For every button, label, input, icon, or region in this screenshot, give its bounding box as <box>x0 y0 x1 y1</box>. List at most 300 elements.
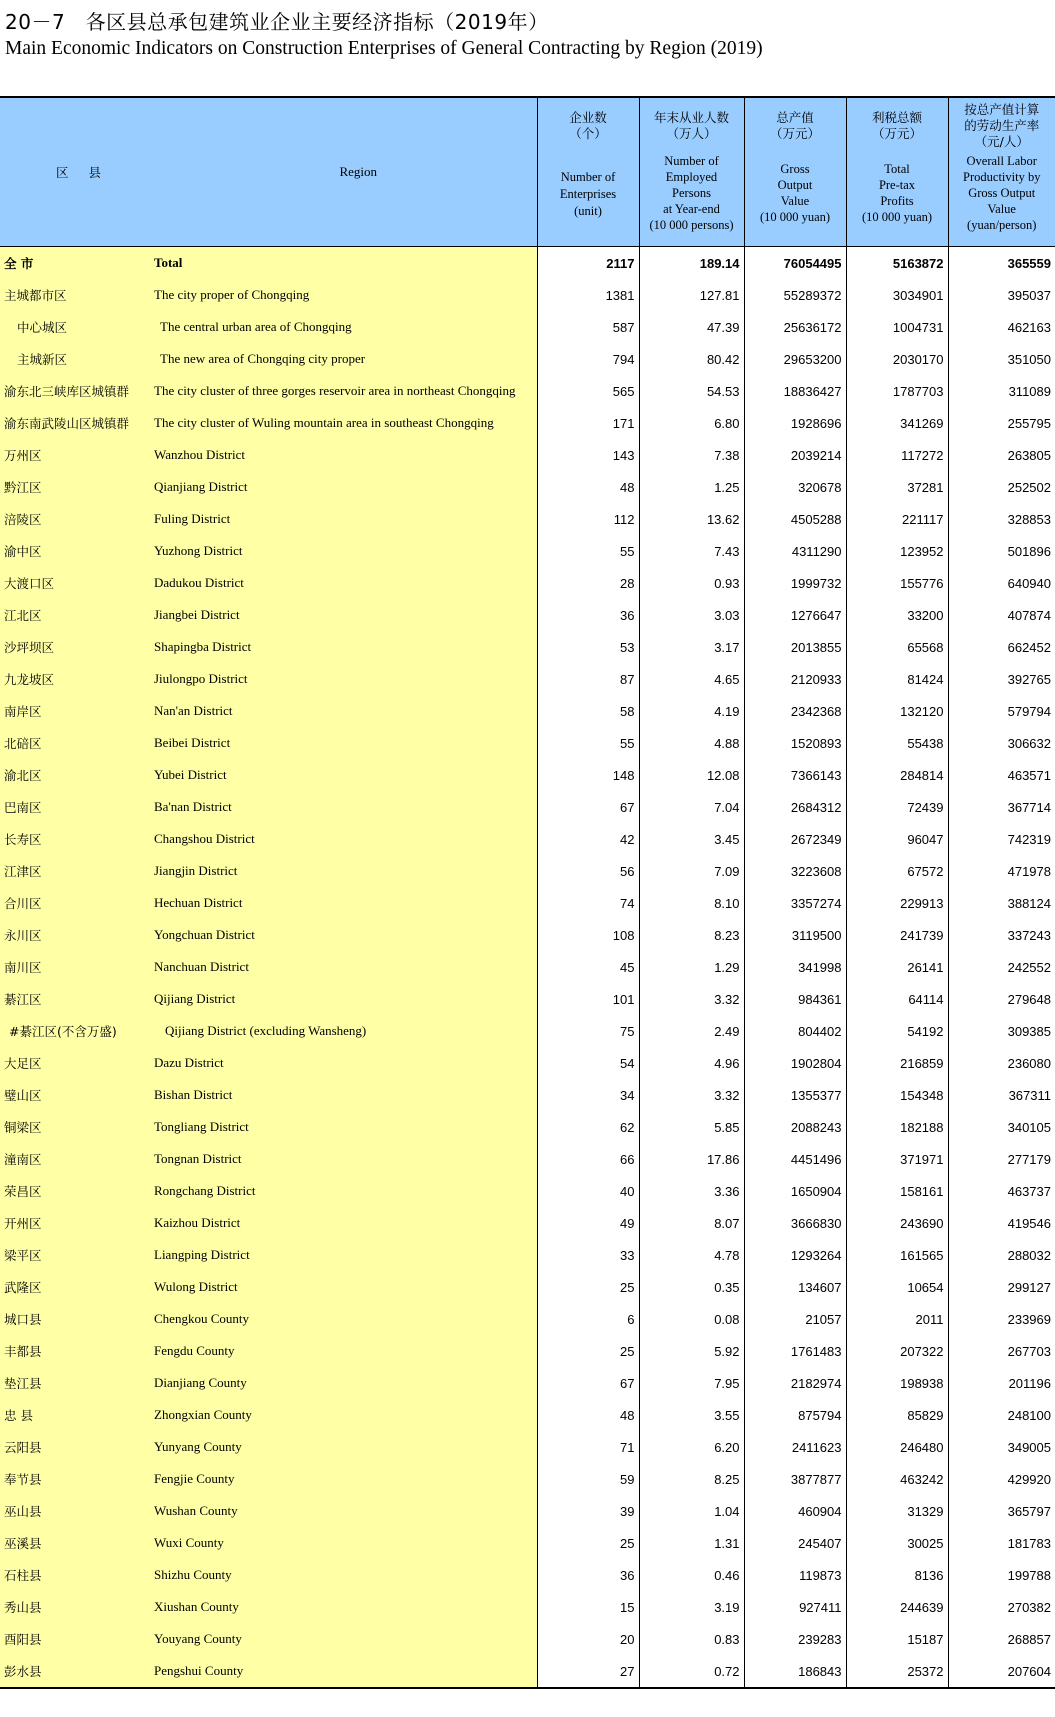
table-row <box>0 407 1055 439</box>
region-name-en: The city cluster of three gorges reservoir area in northeast Chongqing <box>150 375 537 407</box>
region-name-cn: 北碚区 <box>0 727 150 759</box>
region-name-cn: 南川区 <box>0 951 150 983</box>
productivity-cell: 579794 <box>1007 703 1051 719</box>
region-name-cn: 梁平区 <box>0 1239 150 1271</box>
header-label-en: (10 000 persons) <box>649 218 734 232</box>
employed-cell: 0.72 <box>639 1655 744 1688</box>
productivity-cell: 306632 <box>1007 735 1051 751</box>
productivity-cell: 462163 <box>1007 319 1051 335</box>
gross-output-cell: 1902804 <box>744 1047 846 1079</box>
employed-cell: 3.55 <box>639 1399 744 1431</box>
region-name-en: Wuxi County <box>150 1527 537 1559</box>
profits-cell: 243690 <box>846 1207 948 1239</box>
gross-output-cell: 341998 <box>744 951 846 983</box>
table-row <box>0 503 1055 535</box>
table-row <box>0 791 1055 823</box>
enterprises-cell: 56 <box>537 855 639 887</box>
header-cell-box <box>847 98 948 246</box>
employed-cell: 8.23 <box>639 919 744 951</box>
header-label-en: Pre-tax <box>878 178 916 192</box>
region-name-en: The city cluster of Wuling mountain area in southeast Chongqing <box>150 407 537 439</box>
enterprises-cell: 55 <box>537 727 639 759</box>
profits-cell: 31329 <box>846 1495 948 1527</box>
gross-output-cell: 4505288 <box>744 503 846 535</box>
page-title-cn: 20－7 各区县总承包建筑业企业主要经济指标（2019年） <box>5 10 549 34</box>
table-row <box>0 1079 1055 1111</box>
header-label-en: Value <box>780 194 810 208</box>
enterprises-cell: 48 <box>537 1399 639 1431</box>
employed-cell: 12.08 <box>639 759 744 791</box>
header-label-en: Profits <box>880 194 914 208</box>
region-name-en: Qianjiang District <box>150 471 537 503</box>
enterprises-cell: 148 <box>537 759 639 791</box>
employed-cell: 189.14 <box>639 247 744 280</box>
profits-cell: 341269 <box>846 407 948 439</box>
region-name-en: Jiulongpo District <box>150 663 537 695</box>
enterprises-cell: 59 <box>537 1463 639 1495</box>
region-name-cn: 彭水县 <box>0 1655 150 1688</box>
employed-cell: 7.43 <box>639 535 744 567</box>
enterprises-cell: 33 <box>537 1239 639 1271</box>
enterprises-cell: 171 <box>537 407 639 439</box>
profits-cell: 132120 <box>846 695 948 727</box>
productivity-cell: 367714 <box>1007 799 1051 815</box>
region-name-cn: 长寿区 <box>0 823 150 855</box>
productivity-cell: 311089 <box>1008 383 1051 399</box>
employed-cell: 7.38 <box>639 439 744 471</box>
header-label-en: (yuan/person) <box>967 218 1037 232</box>
region-name-cn: 江北区 <box>0 599 150 631</box>
employed-cell: 3.17 <box>639 631 744 663</box>
region-name-en: Jiangjin District <box>150 855 537 887</box>
profits-cell: 198938 <box>846 1367 948 1399</box>
employed-cell: 0.08 <box>639 1303 744 1335</box>
enterprises-cell: 36 <box>537 1559 639 1591</box>
region-name-en: Hechuan District <box>150 887 537 919</box>
gross-output-cell: 804402 <box>744 1015 846 1047</box>
gross-output-cell: 76054495 <box>744 247 846 280</box>
region-name-cn: 荣昌区 <box>0 1175 150 1207</box>
table-row <box>0 631 1055 663</box>
productivity-cell: 242552 <box>1007 959 1051 975</box>
productivity-cell: 199788 <box>1007 1567 1051 1583</box>
table-row <box>0 1399 1055 1431</box>
profits-cell: 72439 <box>846 791 948 823</box>
header-label-cn: 年末从业人数 <box>653 110 729 125</box>
gross-output-cell: 18836427 <box>744 375 846 407</box>
region-name-cn: #綦江区(不含万盛) <box>0 1015 150 1047</box>
header-label-cn: 企业数 <box>569 110 607 125</box>
header-label-en: Value <box>987 202 1016 216</box>
indicators-table <box>0 96 1055 1689</box>
employed-cell: 3.36 <box>639 1175 744 1207</box>
header-label-en: Enterprises <box>559 187 617 201</box>
profits-cell: 161565 <box>846 1239 948 1271</box>
enterprises-cell: 20 <box>537 1623 639 1655</box>
productivity-cell: 640940 <box>1007 575 1051 591</box>
enterprises-cell: 67 <box>537 1367 639 1399</box>
enterprises-cell: 28 <box>537 567 639 599</box>
table-row <box>0 471 1055 503</box>
enterprises-cell: 58 <box>537 695 639 727</box>
region-name-en: The central urban area of Chongqing <box>150 311 537 343</box>
table-row <box>0 1111 1055 1143</box>
employed-cell: 6.20 <box>639 1431 744 1463</box>
employed-cell: 2.49 <box>639 1015 744 1047</box>
enterprises-cell: 2117 <box>537 247 639 280</box>
enterprises-cell: 565 <box>537 375 639 407</box>
region-name-cn: 沙坪坝区 <box>0 631 150 663</box>
region-name-en: Yuzhong District <box>150 535 537 567</box>
region-name-cn: 万州区 <box>0 439 150 471</box>
employed-cell: 17.86 <box>639 1143 744 1175</box>
region-name-en: Total <box>150 247 537 280</box>
productivity-cell: 181783 <box>1007 1535 1051 1551</box>
profits-cell: 10654 <box>846 1271 948 1303</box>
gross-output-cell: 3877877 <box>744 1463 846 1495</box>
header-label-en: (10 000 yuan) <box>861 210 933 224</box>
enterprises-cell: 55 <box>537 535 639 567</box>
region-name-en: Tongnan District <box>150 1143 537 1175</box>
productivity-cell: 471978 <box>1007 863 1051 879</box>
employed-cell: 7.04 <box>639 791 744 823</box>
gross-output-cell: 4451496 <box>744 1143 846 1175</box>
table-row <box>0 983 1055 1015</box>
enterprises-cell: 74 <box>537 887 639 919</box>
region-name-cn: 江津区 <box>0 855 150 887</box>
employed-cell: 0.93 <box>639 567 744 599</box>
region-name-cn: 垫江县 <box>0 1367 150 1399</box>
table-row <box>0 1591 1055 1623</box>
table-row <box>0 823 1055 855</box>
enterprises-cell: 25 <box>537 1271 639 1303</box>
region-name-en: Qijiang District <box>150 983 537 1015</box>
header-col <box>948 97 1055 247</box>
productivity-cell: 742319 <box>1007 831 1051 847</box>
region-name-cn: 云阳县 <box>0 1431 150 1463</box>
table-row <box>0 375 1055 407</box>
region-name-cn: 涪陵区 <box>0 503 150 535</box>
page-title-en: Main Economic Indicators on Construction Enterprises of General Contracting by Region (2019) <box>5 38 763 59</box>
profits-cell: 3034901 <box>846 279 948 311</box>
region-name-cn: 渝东北三峡库区城镇群 <box>0 375 150 407</box>
region-name-cn: 潼南区 <box>0 1143 150 1175</box>
header-label-en: Number of <box>664 154 719 168</box>
gross-output-cell: 460904 <box>744 1495 846 1527</box>
table-row <box>0 1015 1055 1047</box>
gross-output-cell: 29653200 <box>744 343 846 375</box>
productivity-cell: 233969 <box>1007 1311 1051 1327</box>
employed-cell: 4.88 <box>639 727 744 759</box>
productivity-cell: 268857 <box>1007 1631 1051 1647</box>
enterprises-cell: 71 <box>537 1431 639 1463</box>
employed-cell: 0.35 <box>639 1271 744 1303</box>
profits-cell: 2011 <box>846 1303 948 1335</box>
gross-output-cell: 2684312 <box>744 791 846 823</box>
profits-cell: 54192 <box>846 1015 948 1047</box>
employed-cell: 4.96 <box>639 1047 744 1079</box>
productivity-cell: 201196 <box>1008 1375 1051 1391</box>
region-name-cn: 渝东南武陵山区城镇群 <box>0 407 150 439</box>
region-name-cn: 秀山县 <box>0 1591 150 1623</box>
table-row <box>0 1431 1055 1463</box>
header-label-en: Employed <box>665 170 718 184</box>
enterprises-cell: 66 <box>537 1143 639 1175</box>
enterprises-cell: 112 <box>537 503 639 535</box>
region-name-cn: 中心城区 <box>0 311 150 343</box>
region-name-en: Xiushan County <box>150 1591 537 1623</box>
header-region-en: Region <box>150 97 537 247</box>
region-name-cn: 城口县 <box>0 1303 150 1335</box>
employed-cell: 4.65 <box>639 663 744 695</box>
header-col <box>846 97 948 247</box>
table-row <box>0 951 1055 983</box>
gross-output-cell: 1276647 <box>744 599 846 631</box>
productivity-cell: 501896 <box>1007 543 1051 559</box>
profits-cell: 207322 <box>846 1335 948 1367</box>
header-label-en: Persons <box>672 186 711 200</box>
profits-cell: 246480 <box>846 1431 948 1463</box>
region-name-cn: 黔江区 <box>0 471 150 503</box>
enterprises-cell: 108 <box>537 919 639 951</box>
enterprises-cell: 45 <box>537 951 639 983</box>
gross-output-cell: 119873 <box>744 1559 846 1591</box>
region-name-en: Wushan County <box>150 1495 537 1527</box>
profits-cell: 65568 <box>846 631 948 663</box>
productivity-cell: 419546 <box>1007 1215 1051 1231</box>
region-name-cn: 主城新区 <box>0 343 150 375</box>
region-name-en: Dazu District <box>150 1047 537 1079</box>
region-name-cn: 大足区 <box>0 1047 150 1079</box>
region-name-en: Shapingba District <box>150 631 537 663</box>
header-col <box>639 97 744 247</box>
productivity-cell: 248100 <box>1007 1407 1051 1423</box>
enterprises-cell: 1381 <box>537 279 639 311</box>
header-label-en: Output <box>777 178 813 192</box>
table-row <box>0 343 1055 375</box>
region-name-cn: 渝北区 <box>0 759 150 791</box>
header-label-cn: （万元） <box>769 126 820 141</box>
table-row <box>0 567 1055 599</box>
region-name-cn: 巴南区 <box>0 791 150 823</box>
region-name-cn: 大渡口区 <box>0 567 150 599</box>
region-name-cn: 奉节县 <box>0 1463 150 1495</box>
table-row <box>0 1175 1055 1207</box>
employed-cell: 1.29 <box>639 951 744 983</box>
enterprises-cell: 25 <box>537 1335 639 1367</box>
employed-cell: 54.53 <box>639 375 744 407</box>
region-name-en: Ba'nan District <box>150 791 537 823</box>
region-name-en: Beibei District <box>150 727 537 759</box>
employed-cell: 0.83 <box>639 1623 744 1655</box>
region-name-cn: 南岸区 <box>0 695 150 727</box>
profits-cell: 284814 <box>846 759 948 791</box>
header-label-en: (unit) <box>574 204 602 218</box>
gross-output-cell: 1293264 <box>744 1239 846 1271</box>
table-header-row <box>0 97 1055 247</box>
header-cell-box <box>745 98 846 246</box>
enterprises-cell: 67 <box>537 791 639 823</box>
table-row <box>0 1143 1055 1175</box>
region-name-en: Kaizhou District <box>150 1207 537 1239</box>
header-cell-box <box>640 98 744 246</box>
table-row <box>0 1655 1055 1688</box>
enterprises-cell: 75 <box>537 1015 639 1047</box>
header-region-cn: 区 县 <box>0 97 150 247</box>
productivity-cell: 252502 <box>1007 479 1051 495</box>
gross-output-cell: 1650904 <box>744 1175 846 1207</box>
table-body <box>0 247 1055 1689</box>
table-row <box>0 1303 1055 1335</box>
gross-output-cell: 1928696 <box>744 407 846 439</box>
profits-cell: 463242 <box>846 1463 948 1495</box>
gross-output-cell: 2672349 <box>744 823 846 855</box>
header-label-cn: 的劳动生产率 <box>964 118 1040 133</box>
region-name-cn: 合川区 <box>0 887 150 919</box>
region-name-en: Zhongxian County <box>150 1399 537 1431</box>
region-name-en: Jiangbei District <box>150 599 537 631</box>
employed-cell: 47.39 <box>639 311 744 343</box>
profits-cell: 67572 <box>846 855 948 887</box>
gross-output-cell: 25636172 <box>744 311 846 343</box>
table-row <box>0 1335 1055 1367</box>
region-name-cn: 石柱县 <box>0 1559 150 1591</box>
table-row <box>0 599 1055 631</box>
productivity-cell: 299127 <box>1007 1279 1051 1295</box>
region-name-en: Wulong District <box>150 1271 537 1303</box>
gross-output-cell: 2088243 <box>744 1111 846 1143</box>
profits-cell: 229913 <box>846 887 948 919</box>
header-label-cn: （万人） <box>666 126 717 141</box>
region-name-cn: 主城都市区 <box>0 279 150 311</box>
profits-cell: 155776 <box>846 567 948 599</box>
table-row <box>0 1495 1055 1527</box>
table-row <box>0 1271 1055 1303</box>
region-name-en: Rongchang District <box>150 1175 537 1207</box>
table-row <box>0 1367 1055 1399</box>
employed-cell: 127.81 <box>639 279 744 311</box>
gross-output-cell: 984361 <box>744 983 846 1015</box>
enterprises-cell: 54 <box>537 1047 639 1079</box>
profits-cell: 221117 <box>846 503 948 535</box>
gross-output-cell: 1999732 <box>744 567 846 599</box>
employed-cell: 1.25 <box>639 471 744 503</box>
productivity-cell: 309385 <box>1007 1023 1051 1039</box>
region-name-en: Yongchuan District <box>150 919 537 951</box>
table-row <box>0 887 1055 919</box>
header-label-en: at Year-end <box>663 202 720 216</box>
gross-output-cell: 2039214 <box>744 439 846 471</box>
table-row <box>0 1207 1055 1239</box>
productivity-cell: 207604 <box>948 1655 1055 1688</box>
table-row <box>0 663 1055 695</box>
region-name-en: Fengdu County <box>150 1335 537 1367</box>
profits-cell: 244639 <box>846 1591 948 1623</box>
productivity-cell: 270382 <box>1007 1599 1051 1615</box>
employed-cell: 1.31 <box>639 1527 744 1559</box>
gross-output-cell: 55289372 <box>744 279 846 311</box>
employed-cell: 8.10 <box>639 887 744 919</box>
enterprises-cell: 49 <box>537 1207 639 1239</box>
productivity-cell: 349005 <box>1007 1439 1051 1455</box>
gross-output-cell: 1761483 <box>744 1335 846 1367</box>
table-row <box>0 535 1055 567</box>
profits-cell: 123952 <box>846 535 948 567</box>
gross-output-cell: 245407 <box>744 1527 846 1559</box>
profits-cell: 5163872 <box>846 247 948 280</box>
enterprises-cell: 40 <box>537 1175 639 1207</box>
region-name-cn: 綦江区 <box>0 983 150 1015</box>
productivity-cell: 279648 <box>1007 991 1051 1007</box>
region-name-cn: 酉阳县 <box>0 1623 150 1655</box>
region-name-en: Dadukou District <box>150 567 537 599</box>
header-label-cn: （万元） <box>871 126 922 141</box>
table-row <box>0 1239 1055 1271</box>
region-name-cn: 九龙坡区 <box>0 663 150 695</box>
profits-cell: 37281 <box>846 471 948 503</box>
table-row <box>0 1463 1055 1495</box>
gross-output-cell: 2411623 <box>744 1431 846 1463</box>
enterprises-cell: 48 <box>537 471 639 503</box>
employed-cell: 8.25 <box>639 1463 744 1495</box>
region-name-en: Wanzhou District <box>150 439 537 471</box>
profits-cell: 1787703 <box>846 375 948 407</box>
region-name-cn: 渝中区 <box>0 535 150 567</box>
profits-cell: 1004731 <box>846 311 948 343</box>
enterprises-cell: 15 <box>537 1591 639 1623</box>
employed-cell: 4.78 <box>639 1239 744 1271</box>
enterprises-cell: 27 <box>537 1655 639 1688</box>
header-label-cn: 按总产值计算 <box>964 102 1040 117</box>
productivity-cell: 367311 <box>1008 1087 1051 1103</box>
region-name-cn: 开州区 <box>0 1207 150 1239</box>
profits-cell: 25372 <box>846 1655 948 1688</box>
region-name-en: The new area of Chongqing city proper <box>150 343 537 375</box>
enterprises-cell: 36 <box>537 599 639 631</box>
header-label-cn: （个） <box>569 126 607 141</box>
productivity-cell: 351050 <box>1007 351 1051 367</box>
header-label-cn: 总产值 <box>776 110 814 125</box>
region-name-en: Liangping District <box>150 1239 537 1271</box>
header-label-en: Gross <box>780 162 810 176</box>
header-cell-box <box>949 98 1055 246</box>
employed-cell: 0.46 <box>639 1559 744 1591</box>
employed-cell: 3.03 <box>639 599 744 631</box>
region-name-cn: 巫山县 <box>0 1495 150 1527</box>
profits-cell: 96047 <box>846 823 948 855</box>
region-name-en: Bishan District <box>150 1079 537 1111</box>
productivity-cell: 340105 <box>1007 1119 1051 1135</box>
enterprises-cell: 39 <box>537 1495 639 1527</box>
productivity-cell: 463571 <box>1007 767 1051 783</box>
header-label-en: Productivity by <box>963 170 1041 184</box>
gross-output-cell: 3666830 <box>744 1207 846 1239</box>
employed-cell: 3.32 <box>639 983 744 1015</box>
enterprises-cell: 794 <box>537 343 639 375</box>
gross-output-cell: 320678 <box>744 471 846 503</box>
profits-cell: 55438 <box>846 727 948 759</box>
profits-cell: 81424 <box>846 663 948 695</box>
region-name-en: Yunyang County <box>150 1431 537 1463</box>
header-label-en: (10 000 yuan) <box>759 210 831 224</box>
region-name-en: Nan'an District <box>150 695 537 727</box>
profits-cell: 182188 <box>846 1111 948 1143</box>
employed-cell: 7.95 <box>639 1367 744 1399</box>
profits-cell: 64114 <box>846 983 948 1015</box>
region-name-en: Fuling District <box>150 503 537 535</box>
header-col <box>744 97 846 247</box>
gross-output-cell: 21057 <box>744 1303 846 1335</box>
